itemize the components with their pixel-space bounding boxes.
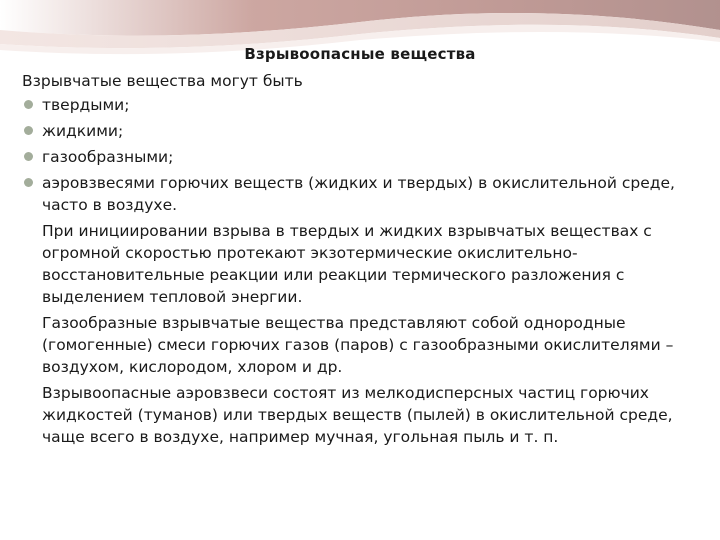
bullet-list: [22, 94, 682, 216]
paragraph-gaseous: Газообразные взрывчатые вещества представляют собой однородные (гомогенные) смеси горючих газов (паров) с газообразными окислителями – воздухом, кислородом, хлором и др.: [42, 314, 674, 376]
bullet-item: [22, 146, 682, 168]
bullet-dot-icon: [24, 100, 33, 109]
bullet-text: газообразными;: [42, 148, 174, 166]
paragraph-aerosuspensions: Взрывоопасные аэровзвеси состоят из мелкодисперсных частиц горючих жидкостей (туманов) или твердых веществ (пылей) в окислительной среде, чаще всего в воздухе, например мучная, угольная пыль и т. п.: [42, 384, 673, 446]
bullet-item: [22, 172, 682, 216]
bullet-dot-icon: [24, 178, 33, 187]
bullet-text: твердыми;: [42, 96, 130, 114]
slide-title: Взрывоопасные вещества: [244, 45, 476, 63]
bullet-dot-icon: [24, 152, 33, 161]
bullet-text: аэровзвесями горючих веществ (жидких и твердых) в окислительной среде, часто в воздухе.: [42, 174, 675, 214]
bullet-item: [22, 120, 682, 142]
paragraph-initiation: При инициировании взрыва в твердых и жидких взрывчатых веществах с огромной скоростью протекают экзотермические окислительно-восстановительные реакции или реакции термического разложения с выделением тепловой энергии.: [42, 222, 652, 306]
intro-text: Взрывчатые вещества могут быть: [22, 72, 303, 90]
bullet-dot-icon: [24, 126, 33, 135]
bullet-text: жидкими;: [42, 122, 124, 140]
slide-content: [22, 70, 682, 452]
bullet-item: [22, 94, 682, 116]
